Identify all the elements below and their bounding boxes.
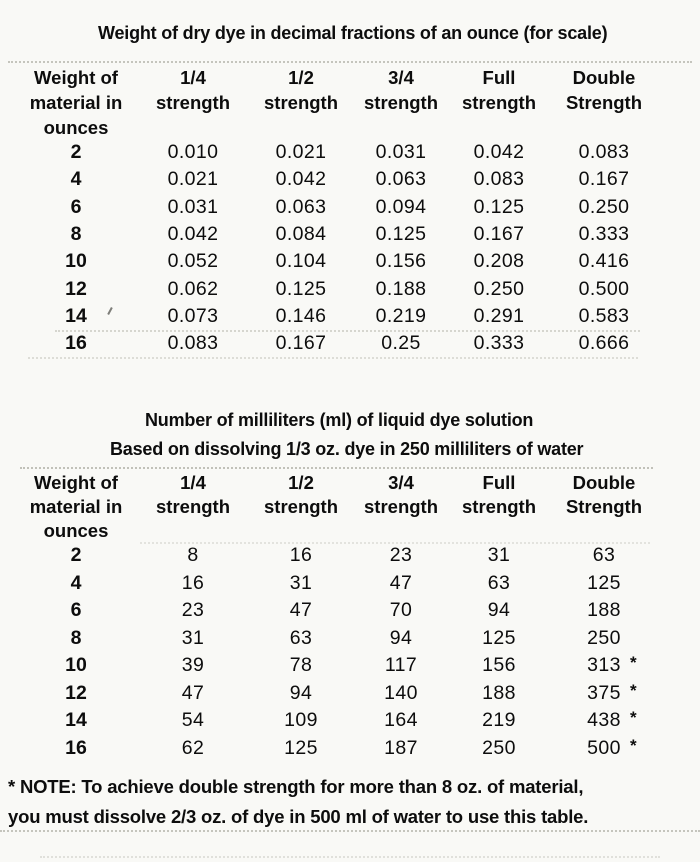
header-line: strength [462,92,536,113]
table-cell: 0.208 [473,250,525,273]
header-col-double-strength [549,471,659,543]
table-cell: 125 [284,736,318,759]
header-col-quarter-strength [137,471,249,543]
header-line: Double [572,67,636,88]
double-strength-note-asterisk: * [630,653,637,673]
header-line: strength [156,92,230,113]
table-cell: 62 [181,736,205,759]
header-line: 3/4 [388,67,414,88]
table-cell: 188 [587,599,621,622]
header-line: strength [364,496,438,517]
table-cell: 94 [389,626,413,649]
dry-table-body [15,139,659,357]
table-cell: 63 [487,571,511,594]
header-col-double-strength [549,65,659,140]
scan-rule-bottom-faint [40,856,660,858]
row-label: 4 [70,168,82,191]
header-col-threequarter-strength [353,65,449,140]
cell-value: 313 [587,654,621,677]
scan-rule-mid-table [55,330,640,332]
table-cell [549,682,659,705]
header-line: material in [29,92,123,113]
header-col-weight [15,471,137,543]
double-strength-note-asterisk: * [630,708,637,728]
row-label: 6 [70,195,82,218]
table-cell: 0.042 [167,223,219,246]
header-col-threequarter-strength [353,471,449,543]
table-cell: 0.291 [473,304,525,327]
double-strength-note-asterisk: * [630,680,637,700]
table-cell [549,709,659,732]
header-line: Full [482,67,516,88]
table-cell [549,737,659,760]
table-cell: 8 [187,544,199,567]
liquid-table-title-line2: Based on dissolving 1/3 oz. dye in 250 milliliters of water [110,439,584,459]
table-cell: 16 [181,571,205,594]
header-col-weight [15,65,137,140]
table-cell: 47 [389,571,413,594]
table-cell: 0.250 [473,277,525,300]
header-line: Strength [565,496,643,517]
table-cell: 0.146 [275,304,327,327]
table-cell: 117 [384,654,418,677]
header-line: 1/2 [288,472,314,493]
header-line: strength [264,496,338,517]
header-line: 1/4 [180,67,206,88]
footnote [8,772,698,832]
row-label: 2 [70,544,82,567]
row-label: 16 [65,332,87,355]
header-line: Strength [565,92,643,113]
table-cell: 23 [181,599,205,622]
header-line: material in [29,496,123,517]
table-cell: 0.188 [375,277,427,300]
table-cell: 63 [592,544,616,567]
table-cell: 0.125 [473,195,525,218]
liquid-table-body [15,542,659,762]
table-cell: 0.250 [578,195,630,218]
table-cell: 70 [389,599,413,622]
table-cell: 109 [284,709,318,732]
scan-rule-under-liquid-title [20,467,653,469]
table-cell: 0.167 [473,223,525,246]
header-line: ounces [43,520,109,541]
table-cell: 0.500 [578,277,630,300]
table-cell: 250 [587,626,621,649]
header-col-half-strength [249,471,353,543]
row-label: 2 [70,141,82,164]
table-cell: 16 [289,544,313,567]
table-cell: 23 [389,544,413,567]
table-cell: 47 [289,599,313,622]
header-col-half-strength [249,65,353,140]
double-strength-note-asterisk: * [630,735,637,755]
scan-rule-under-title [8,61,692,63]
row-label: 12 [65,277,87,300]
table-cell: 0.666 [578,332,630,355]
table-cell: 0.094 [375,195,427,218]
table-cell: 0.333 [578,223,630,246]
table-cell: 0.156 [375,250,427,273]
header-line: strength [156,496,230,517]
cell-value: 500 [587,736,621,759]
table-cell: 0.167 [275,332,327,355]
table-cell: 0.062 [167,277,219,300]
table-cell: 0.031 [375,141,427,164]
table-cell: 31 [487,544,511,567]
table-cell: 0.583 [578,304,630,327]
liquid-table-title-line1: Number of milliliters (ml) of liquid dye solution [145,410,534,430]
table-cell: 0.125 [375,223,427,246]
dry-table-title: Weight of dry dye in decimal fractions of an ounce (for scale) [98,23,608,43]
dry-table-header-row [15,65,659,140]
footnote-line2: you must dissolve 2/3 oz. of dye in 500 ml of water to use this table. [8,806,589,827]
table-cell: 0.031 [167,195,219,218]
header-line: Double [572,472,636,493]
table-cell: 63 [289,626,313,649]
table-cell: 0.083 [473,168,525,191]
table-cell: 0.416 [578,250,630,273]
table-cell: 0.042 [473,141,525,164]
table-cell: 47 [181,681,205,704]
table-cell: 0.073 [167,304,219,327]
table-cell: 31 [289,571,313,594]
table-cell: 187 [384,736,418,759]
table-cell: 0.042 [275,168,327,191]
table-cell: 0.063 [275,195,327,218]
row-label: 12 [65,681,87,704]
row-label: 8 [70,626,82,649]
table-cell: 0.021 [167,168,219,191]
header-col-full-strength [449,471,549,543]
table-cell: 0.104 [275,250,327,273]
row-label: 14 [65,709,87,732]
row-label: 16 [65,736,87,759]
table-cell: 156 [482,654,516,677]
row-label: 8 [70,223,82,246]
scan-rule-below-dry-table [28,357,638,359]
header-line: Full [482,472,516,493]
table-cell: 0.167 [578,168,630,191]
header-line: strength [462,496,536,517]
table-cell: 78 [289,654,313,677]
header-line: Weight of [34,67,118,88]
table-cell: 0.333 [473,332,525,355]
table-cell: 125 [587,571,621,594]
cell-value: 375 [587,681,621,704]
table-cell: 54 [181,709,205,732]
table-cell: 0.084 [275,223,327,246]
table-cell: 0.125 [275,277,327,300]
table-cell: 219 [482,709,516,732]
row-label: 14 [65,304,87,327]
table-cell: 94 [487,599,511,622]
table-cell: 140 [384,681,418,704]
table-cell [549,654,659,677]
header-line: strength [364,92,438,113]
table-cell: 125 [482,626,516,649]
header-line: 1/2 [288,67,314,88]
table-cell: 39 [181,654,205,677]
row-label: 4 [70,571,82,594]
header-line: strength [264,92,338,113]
footnote-line1: * NOTE: To achieve double strength for more than 8 oz. of material, [8,776,584,797]
row-label: 10 [65,654,87,677]
table-cell: 0.083 [167,332,219,355]
header-line: 3/4 [388,472,414,493]
header-col-full-strength [449,65,549,140]
header-line: Weight of [34,472,118,493]
table-cell: 188 [482,681,516,704]
table-cell: 0.25 [381,332,421,355]
row-label: 6 [70,599,82,622]
table-cell: 0.083 [578,141,630,164]
table-cell: 250 [482,736,516,759]
header-col-quarter-strength [137,65,249,140]
table-cell: 0.052 [167,250,219,273]
table-cell: 0.010 [167,141,219,164]
liquid-table-header-row [15,471,659,543]
table-cell: 0.021 [275,141,327,164]
table-cell: 94 [289,681,313,704]
row-label: 10 [65,250,87,273]
cell-value: 438 [587,709,621,732]
table-cell: 31 [181,626,205,649]
table-cell: 0.063 [375,168,427,191]
table-cell: 164 [384,709,418,732]
header-line: ounces [43,117,109,138]
table-cell: 0.219 [375,304,427,327]
scan-rule-bottom [0,830,700,832]
header-line: 1/4 [180,472,206,493]
